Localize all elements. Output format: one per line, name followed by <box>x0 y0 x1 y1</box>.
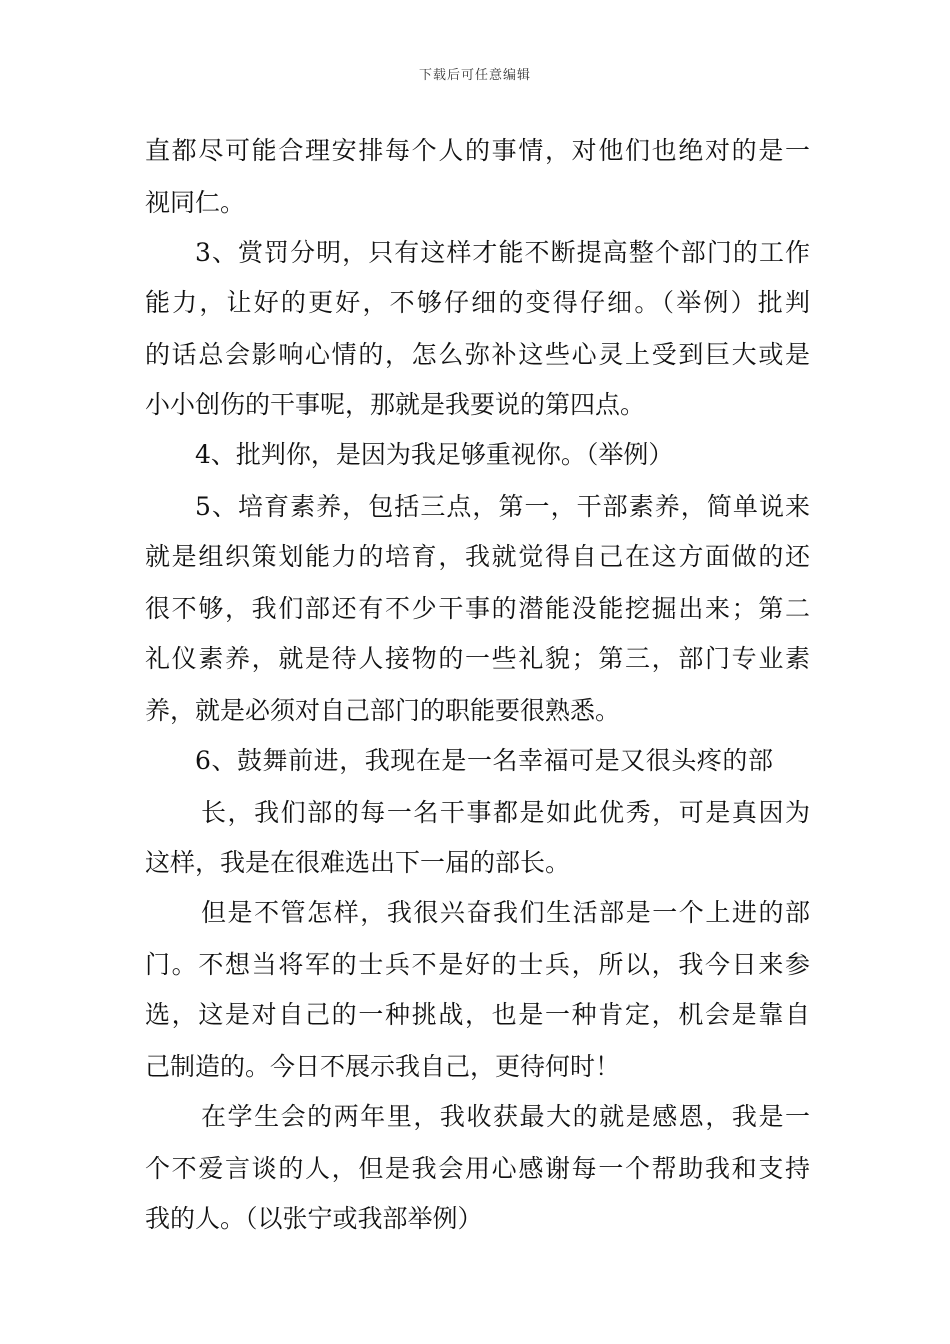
paragraph-3-line: 3、赏罚分明，只有这样才能不断提高整个部门的工作 <box>195 238 810 267</box>
text-line: 小小创伤的干事呢，那就是我要说的第四点。 <box>145 390 646 419</box>
text-line: 这样，我是在很难选出下一届的部长。 <box>145 848 571 877</box>
text-line: 能力，让好的更好，不够仔细的变得仔细。（举例）批判 <box>145 288 810 317</box>
text-line: 我的人。（以张宁或我部举例） <box>145 1204 483 1233</box>
text-line: 视同仁。 <box>145 188 246 217</box>
paragraph-6-line: 6、鼓舞前进，我现在是一名幸福可是又很头疼的部 <box>195 746 773 775</box>
text-line: 礼仪素养，就是待人接物的一些礼貌；第三，部门专业素 <box>145 644 810 673</box>
text-line: 长，我们部的每一名干事都是如此优秀，可是真因为 <box>201 798 810 827</box>
paragraph-4-line: 4、批判你，是因为我足够重视你。（举例） <box>195 440 674 469</box>
text-line: 门。不想当将军的士兵不是好的士兵，所以，我今日来参 <box>145 950 810 979</box>
text-line: 选，这是对自己的一种挑战，也是一种肯定，机会是靠自 <box>145 1000 810 1029</box>
text-line: 直都尽可能合理安排每个人的事情，对他们也绝对的是一 <box>145 136 810 165</box>
text-line: 的话总会影响心情的，怎么弥补这些心灵上受到巨大或是 <box>145 340 810 369</box>
gratitude-paragraph-line: 在学生会的两年里，我收获最大的就是感恩，我是一 <box>201 1102 810 1131</box>
text-line: 己制造的。今日不展示我自己，更待何时！ <box>145 1052 621 1081</box>
page-header: 下载后可任意编辑 <box>418 68 531 83</box>
text-line: 就是组织策划能力的培育，我就觉得自己在这方面做的还 <box>145 542 810 571</box>
text-line: 很不够，我们部还有不少干事的潜能没能挖掘出来；第二 <box>145 594 810 623</box>
paragraph-5-line: 5、培育素养，包括三点，第一，干部素养，简单说来 <box>195 492 810 521</box>
text-line: 个不爱言谈的人，但是我会用心感谢每一个帮助我和支持 <box>145 1154 810 1183</box>
closing-paragraph-line: 但是不管怎样，我很兴奋我们生活部是一个上进的部 <box>201 898 810 927</box>
text-line: 养，就是必须对自己部门的职能要很熟悉。 <box>145 696 621 725</box>
